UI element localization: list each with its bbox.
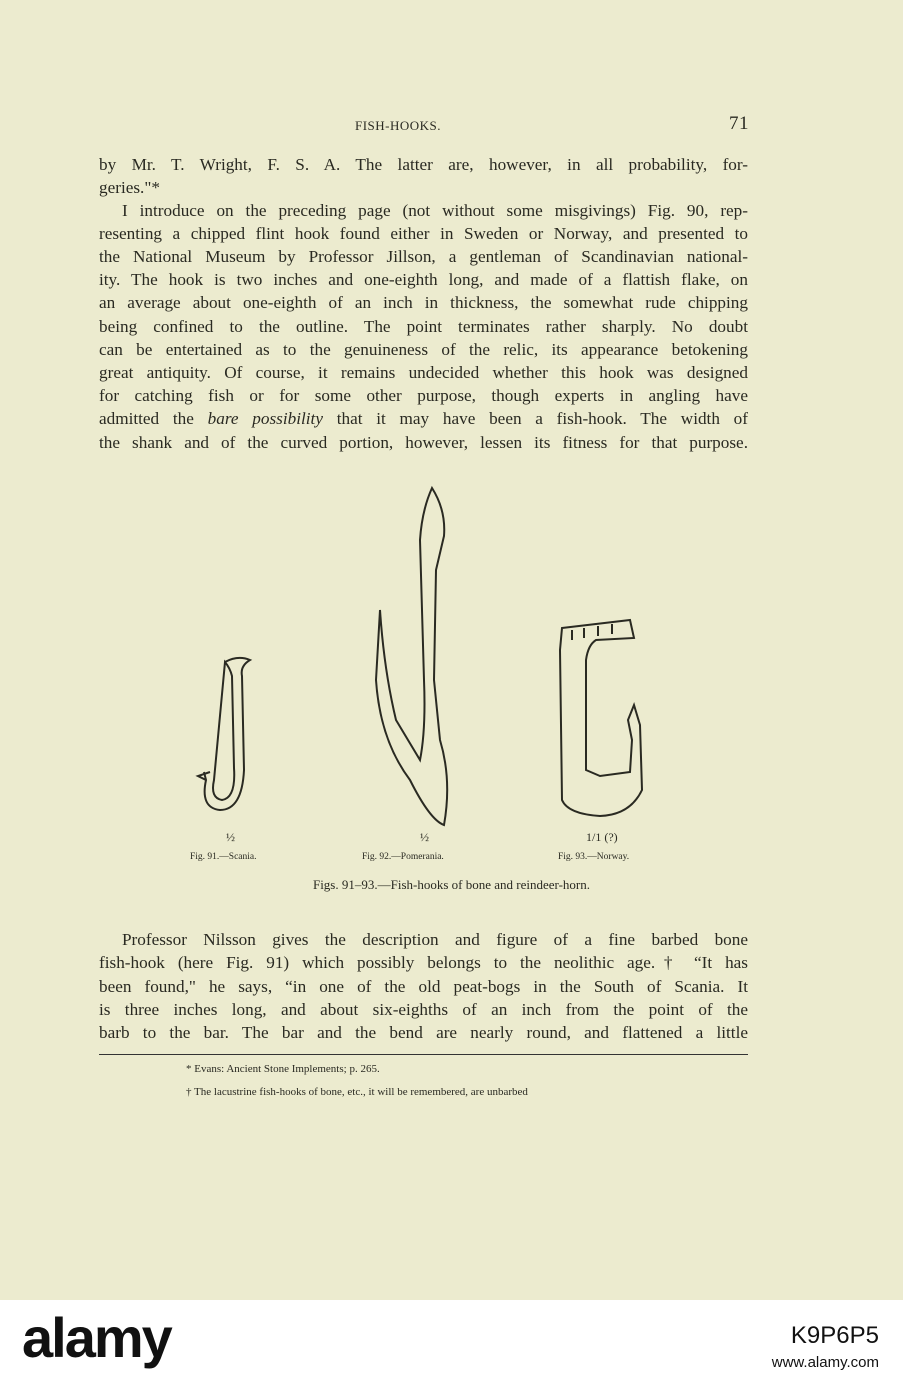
footnote: * Evans: Ancient Stone Implements; p. 265.	[186, 1063, 380, 1075]
text-line: barb to the bar. The bar and the bend are nearly round, and flattened a little	[99, 1023, 748, 1042]
text-line: can be entertained as to the genuineness of the relic, its appearance betokening	[99, 340, 748, 359]
scale-fig-93: 1/1 (?)	[586, 830, 618, 844]
text-line: I introduce on the preceding page (not without some misgivings) Fig. 90, rep-	[122, 201, 748, 220]
text-span: admitted the	[99, 409, 208, 428]
alamy-logo: alamy	[22, 1306, 171, 1369]
running-title: FISH-HOOKS.	[355, 118, 442, 133]
text-line: great antiquity. Of course, it remains undecided whether this hook was designed	[99, 363, 748, 382]
figure-caption: Figs. 91–93.—Fish-hooks of bone and reindeer-horn.	[312, 877, 591, 892]
caption-fig-92: Fig. 92.—Pomerania.	[362, 852, 444, 862]
image-id: K9P6P5	[790, 1322, 879, 1349]
watermark-url: www.alamy.com	[771, 1354, 879, 1371]
fish-hooks-illustration	[0, 480, 903, 840]
text-line: being confined to the outline. The point terminates rather sharply. No doubt	[99, 317, 748, 336]
page-number: 71	[729, 113, 749, 134]
fish-hook-fig-93	[560, 620, 642, 816]
text-line: been found," he says, “in one of the old peat-bogs in the South of Scania. It	[99, 977, 748, 996]
text-line: is three inches long, and about six-eighths of an inch from the point of the	[99, 1000, 748, 1019]
text-line: Professor Nilsson gives the description and figure of a fine barbed bone	[122, 930, 748, 949]
text-line: ity. The hook is two inches and one-eighth long, and made of a flattish flake, on	[99, 270, 748, 289]
text-line: geries."*	[99, 178, 160, 197]
text-line: an average about one-eighth of an inch in thickness, the somewhat rude chipping	[99, 293, 748, 312]
text-line: resenting a chipped flint hook found either in Sweden or Norway, and presented to	[99, 224, 748, 243]
caption-fig-91: Fig. 91.—Scania.	[190, 852, 257, 862]
text-line: fish-hook (here Fig. 91) which possibly belongs to the neolithic age.† “It has	[99, 953, 748, 972]
scale-fig-92: ½	[420, 830, 429, 844]
caption-fig-93: Fig. 93.—Norway.	[558, 852, 630, 862]
fish-hook-fig-91	[198, 658, 250, 810]
text-line: the shank and of the curved portion, however, lessen its fitness for that purpose.	[99, 433, 748, 452]
italic-phrase: bare possibility	[207, 409, 323, 428]
footnote-divider	[99, 1054, 748, 1055]
text-line: for catching fish or for some other purpose, though experts in angling have	[99, 386, 748, 405]
text-line	[99, 408, 748, 430]
text-line: by Mr. T. Wright, F. S. A. The latter are, however, in all probability, for-	[99, 155, 748, 174]
text-span: that it may have been a fish-hook. The width of	[322, 409, 749, 428]
footnote: † The lacustrine fish-hooks of bone, etc., it will be remembered, are unbarbed	[186, 1086, 528, 1098]
scale-fig-91: ½	[226, 830, 235, 844]
text-line: the National Museum by Professor Jillson, a gentleman of Scandinavian national-	[99, 247, 748, 266]
fish-hook-fig-92	[376, 488, 447, 825]
